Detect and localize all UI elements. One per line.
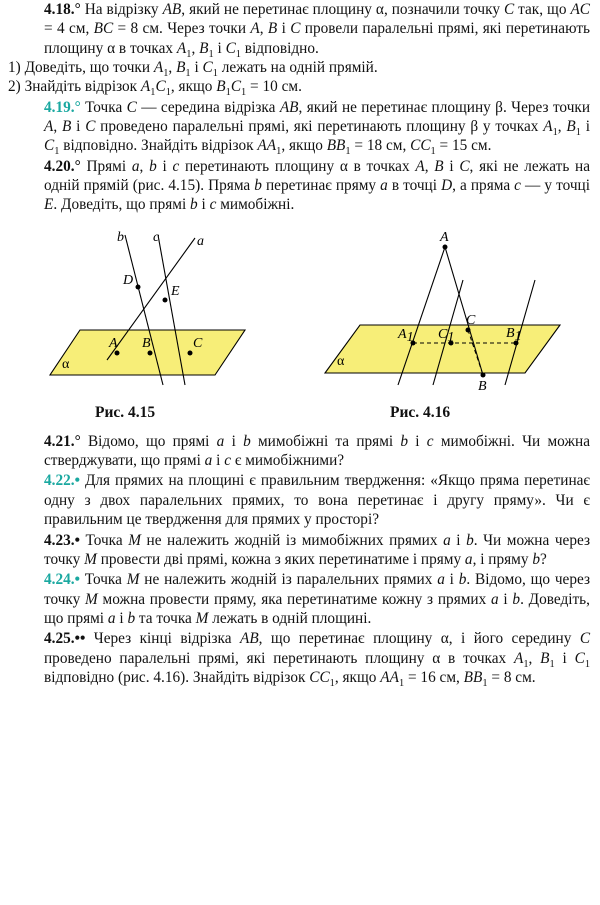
point-B-dot bbox=[148, 350, 153, 355]
label-alpha: α bbox=[62, 356, 70, 372]
problem-4-25 bbox=[0, 629, 600, 687]
figure-captions bbox=[0, 404, 600, 426]
figure-4-15-caption: Рис. 4.15 bbox=[95, 403, 156, 421]
problem-4-23-body: 4.23.• Точка M не належить жодній із мимобіжних прямих a і b. Чи можна через точку M провести дві прямі, кожна з яких перетинатиме і пряму a, і пряму b? bbox=[44, 531, 590, 568]
point-B-dot-2 bbox=[481, 372, 486, 377]
label-A1: A1 bbox=[398, 326, 414, 345]
point-E-dot bbox=[163, 297, 168, 302]
label-B1: B1 bbox=[506, 325, 522, 344]
label-E: E bbox=[171, 283, 180, 299]
problem-4-21 bbox=[0, 432, 600, 471]
figures-row bbox=[0, 225, 600, 400]
problem-4-18-body: 4.18.° На відрізку AB, який не перетинає площину α, позначили точку C так, що AC = 4 см, BC = 8 см. Через точки A, B і C провели паралельні прямі, які перетинають площину α в точках $A_1$, $B_1$ і $C_1$ відповідно. bbox=[44, 1, 590, 60]
label-C-2: C bbox=[466, 312, 476, 328]
label-c: c bbox=[153, 229, 160, 245]
problem-4-22-body: 4.22.• Для прямих на площині є правильним твердження: «Якщо пряма перетинає одну з двох паралельних прямих, то вона перетинає і другу пряму». Чи є правильним це твердження для прямих у просторі? bbox=[44, 472, 590, 529]
problem-4-19-body: 4.19.° Точка C — середина відрізка AB, який не перетинає площину β. Через точки A, B і C проведено паралельні прямі, які перетинають площину β у точках $A_1$, $B_1$ і $C_1$ відповідно. Знайдіть відрізок $AA_1$, якщо $BB_1 = 18$ см, $CC_1 = 15$ см. bbox=[44, 98, 591, 158]
problem-4-20 bbox=[0, 157, 600, 215]
figure-4-16 bbox=[320, 225, 570, 405]
point-D-dot bbox=[136, 284, 141, 289]
problem-4-18 bbox=[0, 0, 600, 97]
problem-4-18-item-1: 1) Доведіть, що точки $A_1$, $B_1$ і $C_1$ лежать на одній прямій. bbox=[8, 59, 378, 80]
problem-4-24 bbox=[0, 570, 600, 628]
point-C-dot-2 bbox=[466, 327, 471, 332]
point-C-dot bbox=[188, 350, 193, 355]
label-a: a bbox=[197, 233, 204, 249]
figure-4-16-drawing bbox=[320, 225, 570, 400]
problem-4-20-number: 4.20.° bbox=[44, 157, 81, 175]
problem-4-25-body: 4.25.•• Через кінці відрізка AB, що перетинає площину α, і його середину C проведено паралельні прямі, які перетинають площину α в точках $A_1$, $B_1$ і $C_1$ відповідно (рис. 4.16). Знайдіть відрізок $CC_1$, якщо $AA_1 = 16$ см, $BB_1 = 8$ см. bbox=[44, 630, 591, 689]
problem-4-18-number: 4.18.° bbox=[44, 1, 81, 18]
label-C: C bbox=[193, 335, 203, 351]
problem-4-20-body: 4.20.° Прямі a, b і c перетинають площину α в точках A, B і C, які не лежать на одній прямій (рис. 4.15). Пряма b перетинає пряму a в точці D, а пряма c — у точці E. Доведіть, що прямі b і c мимобіжні. bbox=[44, 157, 591, 214]
label-B-2: B bbox=[478, 378, 487, 394]
problem-4-23 bbox=[0, 531, 600, 570]
problem-4-19-number: 4.19.° bbox=[44, 98, 81, 116]
label-b: b bbox=[117, 229, 124, 245]
label-D: D bbox=[123, 272, 134, 288]
problem-4-22 bbox=[0, 471, 600, 529]
label-alpha-2: α bbox=[337, 353, 345, 369]
figure-4-16-caption: Рис. 4.16 bbox=[390, 403, 451, 421]
figure-4-15 bbox=[45, 225, 275, 405]
label-C1: C1 bbox=[438, 326, 455, 345]
point-A-dot bbox=[115, 350, 120, 355]
problem-4-21-body: 4.21.° Відомо, що прямі a і b мимобіжні та прямі b і c мимобіжні. Чи можна стверджувати, що прямі a і c є мимобіжними? bbox=[44, 432, 590, 470]
problem-4-18-item-2: 2) Знайдіть відрізок $A_1C_1$, якщо $B_1C_1 = 10$ см. bbox=[8, 78, 302, 99]
problem-4-21-number: 4.21.° bbox=[44, 432, 81, 450]
problem-4-19 bbox=[0, 98, 600, 156]
problem-4-23-number: 4.23.• bbox=[44, 531, 80, 549]
problem-4-22-number: 4.22.• bbox=[44, 472, 80, 490]
figure-4-15-drawing bbox=[45, 225, 275, 400]
problem-4-24-number: 4.24.• bbox=[44, 571, 80, 589]
label-A-2: A bbox=[440, 229, 449, 245]
problem-4-24-body: 4.24.• Точка M не належить жодній із паралельних прямих a і b. Відомо, що через точку M можна провести пряму, яка перетинатиме кожну з прямих a і b. Доведіть, що прямі a і b та точка M лежать в одній площині. bbox=[44, 571, 591, 627]
label-B: B bbox=[142, 335, 151, 351]
label-A: A bbox=[109, 335, 118, 351]
problem-4-25-number: 4.25.•• bbox=[44, 630, 86, 648]
